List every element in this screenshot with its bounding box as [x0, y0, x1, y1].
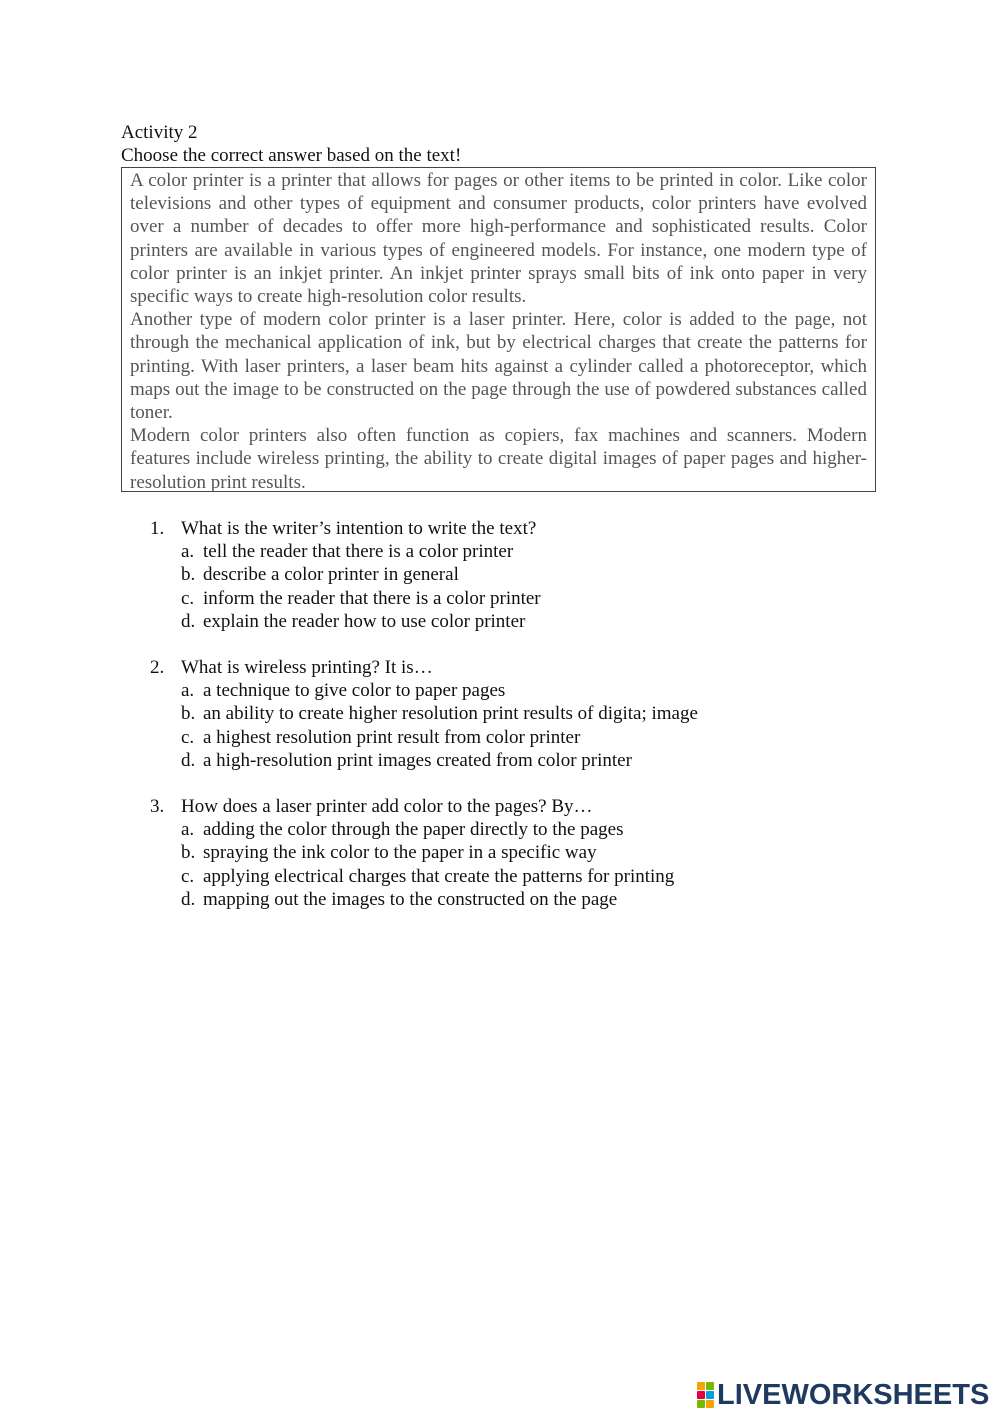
- option-letter: c.: [181, 726, 195, 748]
- answer-option[interactable]: [181, 587, 698, 610]
- option-letter: d.: [181, 610, 196, 632]
- question-text: What is the writer’s intention to write the text?: [181, 518, 537, 539]
- answer-option[interactable]: [181, 610, 698, 633]
- option-text: inform the reader that there is a color printer: [203, 587, 541, 609]
- answer-option[interactable]: [181, 726, 698, 749]
- question-1: [150, 517, 698, 633]
- passage-paragraph: Modern color printers also often function as copiers, fax machines and scanners. Modern features include wireless printing, the ability to create digital images of paper pages and higher-resolution print results.: [130, 425, 867, 493]
- passage-paragraph: Another type of modern color printer is a laser printer. Here, color is added to the page, not through the mechanical application of ink, but by electrical charges that create the patterns for printing. With laser printers, a laser beam hits against a cylinder called a photoreceptor, which maps out the image to be constructed on the page through the use of powdered substances called toner.: [130, 309, 867, 424]
- reading-passage: [121, 167, 876, 492]
- option-letter: d.: [181, 749, 196, 771]
- option-letter: a.: [181, 680, 195, 702]
- answer-option[interactable]: [181, 749, 698, 772]
- answer-option[interactable]: [181, 888, 698, 911]
- option-letter: a.: [181, 541, 195, 563]
- answer-option[interactable]: [181, 679, 698, 702]
- option-text: spraying the ink color to the paper in a specific way: [203, 842, 597, 864]
- answer-option[interactable]: [181, 818, 698, 841]
- answer-option[interactable]: [181, 841, 698, 864]
- option-text: tell the reader that there is a color printer: [203, 541, 514, 563]
- logo-mark-icon: [697, 1382, 714, 1408]
- question-number: 1.: [150, 518, 165, 539]
- option-letter: b.: [181, 564, 196, 586]
- question-number: 3.: [150, 796, 165, 818]
- activity-title: Activity 2: [121, 122, 198, 143]
- option-text: explain the reader how to use color printer: [203, 610, 526, 632]
- option-text: applying electrical charges that create the patterns for printing: [203, 865, 675, 887]
- answer-option[interactable]: [181, 865, 698, 888]
- option-text: a highest resolution print result from color printer: [203, 726, 581, 748]
- option-text: mapping out the images to the constructed on the page: [203, 888, 618, 910]
- question-text: What is wireless printing? It is…: [181, 657, 433, 679]
- option-text: a technique to give color to paper pages: [203, 680, 506, 702]
- answer-option[interactable]: [181, 563, 698, 586]
- question-list: [150, 517, 698, 934]
- question-number: 2.: [150, 657, 165, 679]
- option-letter: b.: [181, 703, 196, 725]
- option-letter: c.: [181, 865, 195, 887]
- answer-option[interactable]: [181, 540, 698, 563]
- option-text: a high-resolution print images created from color printer: [203, 749, 632, 771]
- liveworksheets-logo: [697, 1378, 989, 1412]
- question-text: How does a laser printer add color to the pages? By…: [181, 796, 593, 818]
- option-letter: b.: [181, 842, 196, 864]
- question-2: [150, 656, 698, 772]
- option-letter: d.: [181, 888, 196, 910]
- passage-paragraph: A color printer is a printer that allows for pages or other items to be printed in color. Like color televisions and other types of equipment and consumer products, color printers have evolved over a number of decades to offer more high-performance and sophisticated results. Color printers are available in various types of engineered models. For instance, one modern type of color printer is an inkjet printer. An inkjet printer sprays small bits of ink onto paper in very specific ways to create high-resolution color results.: [130, 170, 867, 308]
- option-text: an ability to create higher resolution print results of digita; image: [203, 703, 698, 725]
- logo-text: LIVEWORKSHEETS: [717, 1378, 990, 1411]
- question-3: [150, 795, 698, 911]
- option-letter: a.: [181, 819, 195, 841]
- activity-instruction: Choose the correct answer based on the text!: [121, 145, 462, 166]
- option-text: describe a color printer in general: [203, 564, 459, 586]
- option-text: adding the color through the paper directly to the pages: [203, 819, 624, 841]
- answer-option[interactable]: [181, 702, 698, 725]
- option-letter: c.: [181, 587, 195, 609]
